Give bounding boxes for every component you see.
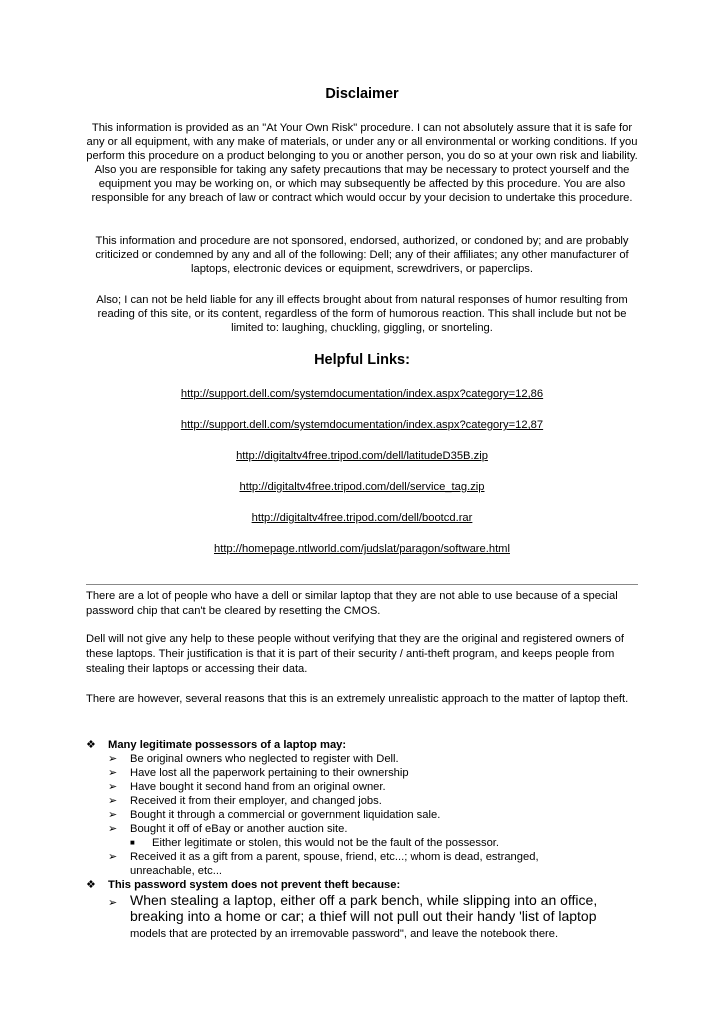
body-paragraph-1: There are a lot of people who have a dell or similar laptop that they are not able to use because of a special password chip that can't be cleared by resetting the CMOS. <box>86 590 618 617</box>
arrow-bullet-icon: ➢ <box>108 781 118 793</box>
arrow-bullet-icon: ➢ <box>108 767 118 779</box>
disclaimer-paragraph-1: This information is provided as an "At Your Own Risk" procedure. I can not absolutely assure that it is safe for any or all equipment, with any make of materials, or under any or all environmental or working conditions. If you perform this procedure on a product belonging to you or another person, you do so at your own risk and liability. Also you are responsible for taking any safety precautions that may be necessary to protect yourself and the equipment you may be working on, or which may subsequently be affected by this procedure. You are also responsible for any breach of law or contract which would occur by your decision to undertake this procedure. <box>86 122 638 205</box>
helpful-link-2[interactable]: http://support.dell.com/systemdocumentation/index.aspx?category=12,87 <box>180 419 544 431</box>
list-item-text <box>130 892 630 942</box>
list-item-text: Bought it off of eBay or another auction site. <box>130 823 348 835</box>
list-item-text-large: When stealing a laptop, either off a park bench, while slipping into an office, breaking into a home or car; a thief will not pull out their handy 'list of laptop <box>130 892 598 924</box>
body-paragraph-3: There are however, several reasons that this is an extremely unrealistic approach to the matter of laptop theft. <box>86 693 629 705</box>
arrow-bullet-icon: ➢ <box>108 823 118 835</box>
list-item-text: Be original owners who neglected to register with Dell. <box>130 753 399 765</box>
arrow-bullet-icon: ➢ <box>108 897 118 909</box>
helpful-link-3[interactable]: http://digitaltv4free.tripod.com/dell/latitudeD35B.zip <box>236 450 488 462</box>
list-item-text: Have bought it second hand from an original owner. <box>130 781 386 793</box>
helpful-link-6[interactable]: http://homepage.ntlworld.com/judslat/paragon/software.html <box>213 543 510 555</box>
horizontal-divider <box>86 584 638 585</box>
list-item-text: Received it as a gift from a parent, spouse, friend, etc...; whom is dead, estranged, unreachable, etc... <box>130 851 539 877</box>
arrow-bullet-icon: ➢ <box>108 795 118 807</box>
helpful-link-4[interactable]: http://digitaltv4free.tripod.com/dell/service_tag.zip <box>239 481 485 493</box>
disclaimer-title: Disclaimer <box>325 86 399 102</box>
section-heading-text: This password system does not prevent theft because: <box>108 879 401 891</box>
arrow-bullet-icon: ➢ <box>108 851 118 863</box>
disclaimer-paragraph-3: Also; I can not be held liable for any ill effects brought about from natural responses of humor resulting from reading of this site, or its content, regardless of the form of humorous reaction. This shall include but not be limited to: laughing, chuckling, giggling, or snorteling. <box>96 294 628 335</box>
diamond-bullet-icon: ❖ <box>86 739 97 751</box>
arrow-bullet-icon: ➢ <box>108 809 118 821</box>
list-item-text: Bought it through a commercial or government liquidation sale. <box>130 809 441 821</box>
diamond-bullet-icon: ❖ <box>86 879 97 891</box>
helpful-link-1[interactable]: http://support.dell.com/systemdocumentation/index.aspx?category=12,86 <box>180 388 544 400</box>
square-bullet-icon: ■ <box>130 838 135 847</box>
list-item-text: Received it from their employer, and changed jobs. <box>130 795 382 807</box>
section-heading-text: Many legitimate possessors of a laptop may: <box>108 739 347 751</box>
list-item-text-small: models that are protected by an irremovable password", and leave the notebook there. <box>130 928 559 940</box>
disclaimer-paragraph-2: This information and procedure are not sponsored, endorsed, authorized, or condoned by; and are probably criticized or condemned by any and all of the following: Dell; any of their affiliates; any other manufacturer of laptops, electronic devices or equipment, screwdrivers, or paperclips. <box>95 235 629 276</box>
list-item-text: Have lost all the paperwork pertaining to their ownership <box>130 767 409 779</box>
arrow-bullet-icon: ➢ <box>108 753 118 765</box>
sub-list-item-text: Either legitimate or stolen, this would not be the fault of the possessor. <box>152 837 500 849</box>
body-paragraph-2: Dell will not give any help to these people without verifying that they are the original and registered owners of these laptops. Their justification is that it is part of their security / anti-theft program, and keeps people from stealing their laptops or accessing their data. <box>86 633 624 675</box>
helpful-links-title: Helpful Links: <box>314 352 410 368</box>
helpful-link-5[interactable]: http://digitaltv4free.tripod.com/dell/bootcd.rar <box>251 512 473 524</box>
